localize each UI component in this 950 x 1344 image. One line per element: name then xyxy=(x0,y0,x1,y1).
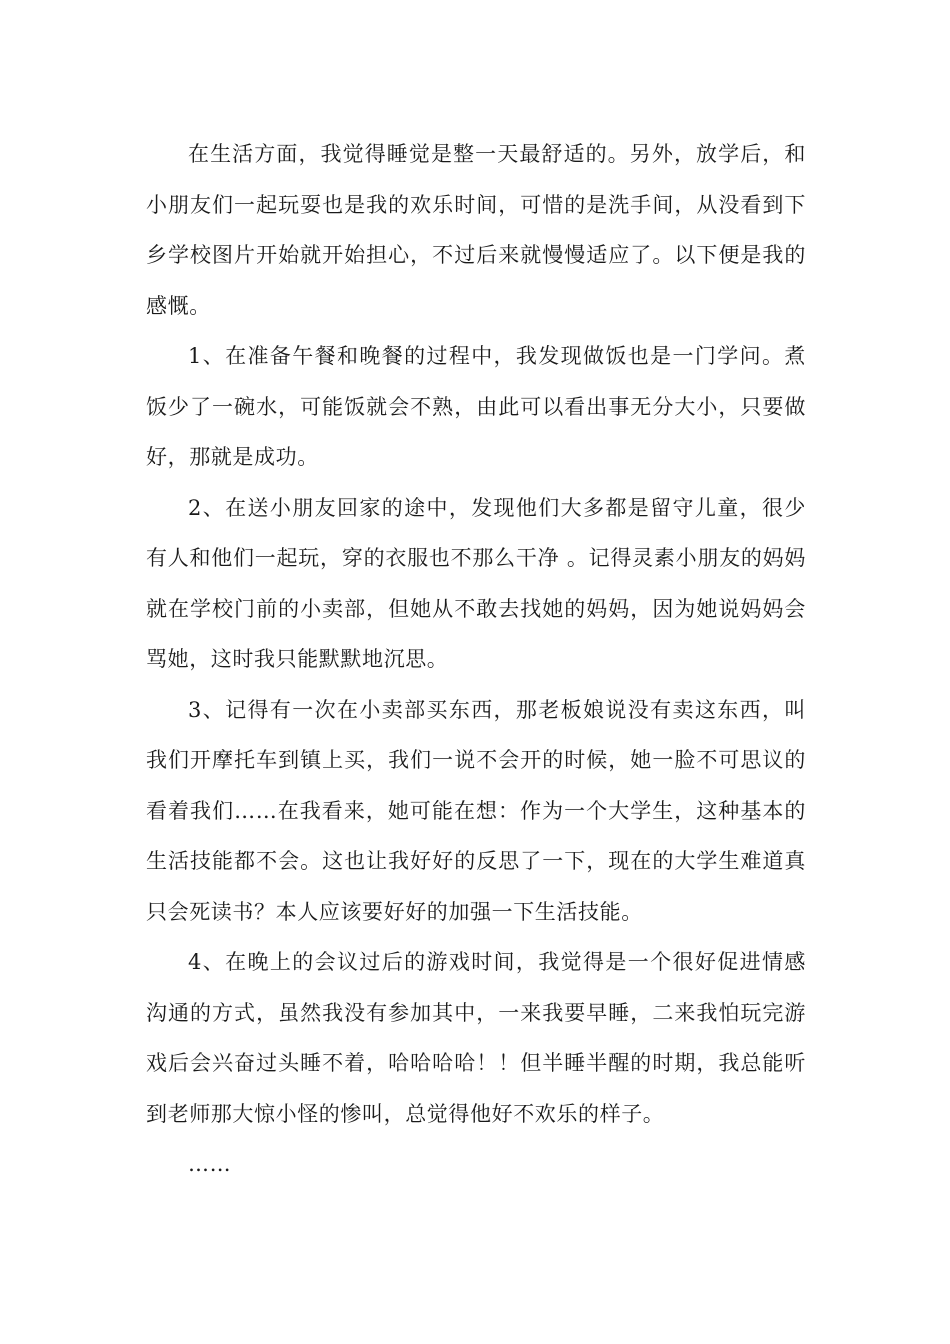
paragraph-ellipsis: …… xyxy=(188,1152,232,1176)
paragraph-item-1: 1、在准备午餐和晚餐的过程中，我发现做饭也是一门学问。煮饭少了一碗水，可能饭就会不熟，由此可以看出事无分大小，只要做好，那就是成功。 xyxy=(146,344,806,469)
document-body xyxy=(146,129,806,1190)
paragraph-intro: 在生活方面，我觉得睡觉是整一天最舒适的。另外，放学后，和小朋友们一起玩耍也是我的欢乐时间，可惜的是洗手间，从没看到下乡学校图片开始就开始担心，不过后来就慢慢适应了。以下便是我的感慨。 xyxy=(146,142,806,318)
paragraph-item-2: 2、在送小朋友回家的途中，发现他们大多都是留守儿童，很少有人和他们一起玩，穿的衣服也不那么干净 。记得灵素小朋友的妈妈就在学校门前的小卖部，但她从不敢去找她的妈妈，因为她说妈妈会骂她，这时我只能默默地沉思。 xyxy=(146,495,806,671)
paragraph-item-4: 4、在晚上的会议过后的游戏时间，我觉得是一个很好促进情感沟通的方式，虽然我没有参加其中，一来我要早睡，二来我怕玩完游戏后会兴奋过头睡不着，哈哈哈哈！！但半睡半醒的时期，我总能听到老师那大惊小怪的惨叫，总觉得他好不欢乐的样子。 xyxy=(146,950,806,1126)
paragraph-item-3: 3、记得有一次在小卖部买东西，那老板娘说没有卖这东西，叫我们开摩托车到镇上买，我们一说不会开的时候，她一脸不可思议的看着我们……在我看来，她可能在想：作为一个大学生，这种基本的生活技能都不会。这也让我好好的反思了一下，现在的大学生难道真只会死读书？本人应该要好好的加强一下生活技能。 xyxy=(146,697,806,924)
